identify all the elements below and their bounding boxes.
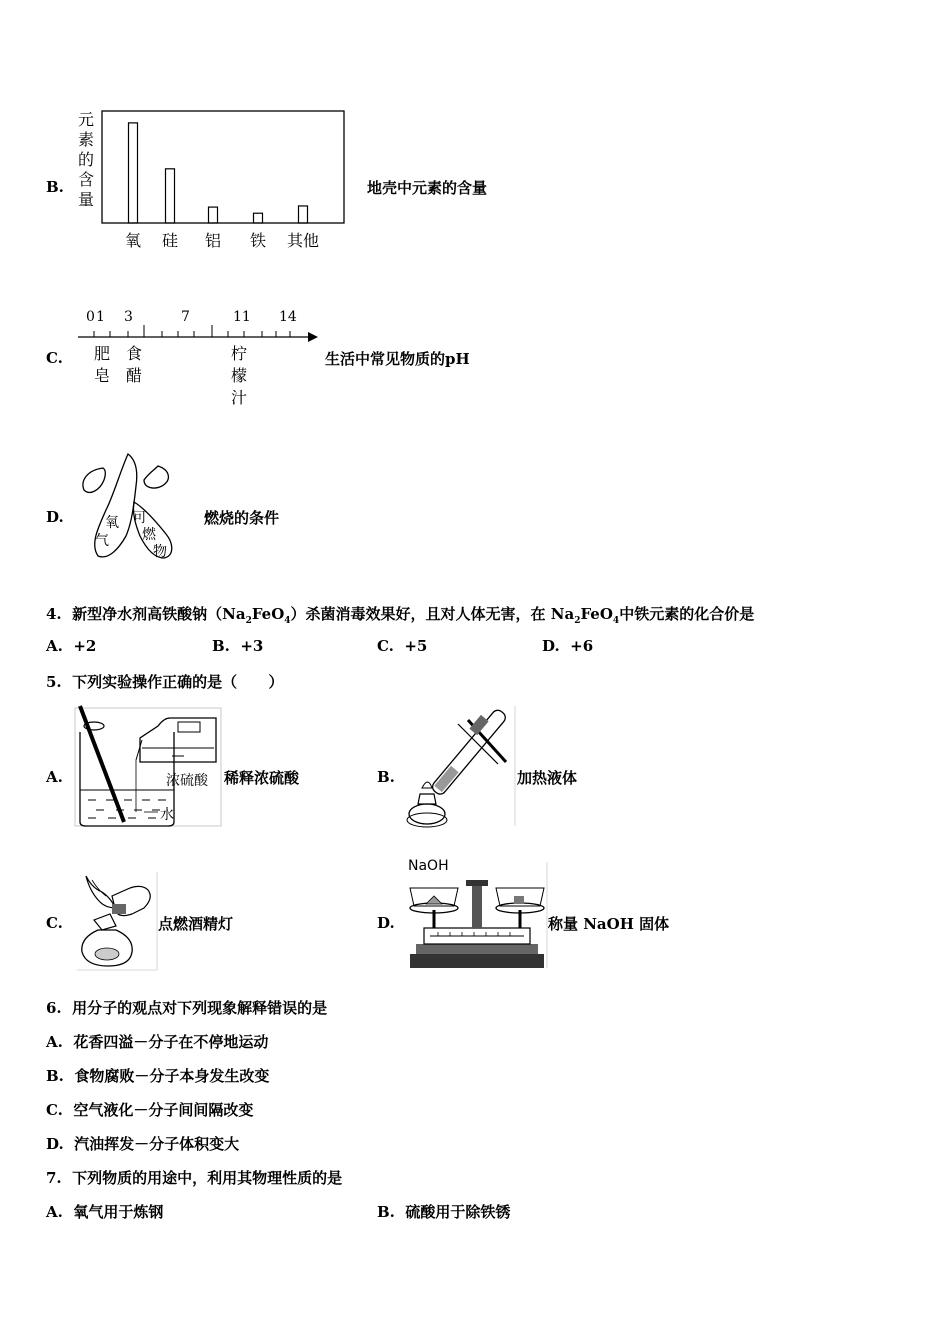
q4-option-c-letter: C. — [377, 637, 394, 655]
fire-label-oxygen-2: 气 — [95, 533, 109, 549]
chart-category-label-1: 硅 — [161, 231, 179, 250]
chart-bar-3 — [254, 213, 263, 223]
q6-option-c-letter: C. — [46, 1101, 63, 1119]
q4-sub2: 4 — [284, 616, 291, 626]
q6-option-d — [46, 1133, 239, 1154]
q4-stem-part4: FeO — [580, 605, 613, 623]
q6-option-c — [46, 1099, 253, 1120]
q7-option-b-text: 硫酸用于除铁锈 — [405, 1203, 511, 1221]
ph-tick-1: 1 — [96, 309, 105, 325]
chart-category-label-2: 铝 — [204, 231, 222, 250]
q4-sub4: 4 — [612, 616, 620, 626]
ph-item-lemon-line2: 檬 — [230, 366, 247, 385]
q3-optC-caption: 生活中常见物质的pH — [325, 350, 470, 368]
ph-tick-7: 7 — [181, 309, 190, 325]
q6-option-c-text: 空气液化－分子间间隔改变 — [73, 1101, 254, 1119]
q3-optC-letter: C. — [46, 349, 63, 367]
q6-option-b — [46, 1065, 269, 1086]
ph-item-soap — [92, 343, 112, 387]
ph-tick-11: 11 — [233, 309, 251, 325]
fire-label-fuel-1: 可 — [133, 510, 147, 526]
q6-option-a-letter: A. — [46, 1033, 63, 1051]
q4-option-d — [542, 637, 593, 655]
ph-item-vinegar-line1: 食 — [125, 344, 142, 363]
heating-liquid-illustration — [402, 702, 518, 830]
q6-option-b-text: 食物腐败－分子本身发生改变 — [74, 1067, 270, 1085]
q4-option-a — [46, 637, 96, 655]
ph-item-vinegar — [124, 343, 144, 387]
chart-bar-0 — [129, 123, 138, 223]
q4-sub3: 2 — [574, 616, 581, 626]
ph-item-lemon — [229, 343, 249, 409]
q6-option-a-text: 花香四溢－分子在不停地运动 — [73, 1033, 269, 1051]
ph-minor-ticks — [94, 325, 290, 337]
q5-optB-caption: 加热液体 — [517, 769, 578, 787]
ph-scale — [76, 305, 321, 345]
q7-option-a-text: 氧气用于炼钢 — [73, 1203, 164, 1221]
q5-optA-letter: A. — [46, 768, 63, 786]
q6-option-b-letter: B. — [46, 1067, 64, 1085]
chart-category-label-3: 铁 — [249, 231, 267, 250]
chart-category-label-4: 其他 — [286, 231, 320, 250]
q4-option-d-text: +6 — [570, 637, 594, 655]
crust-element-chart — [100, 108, 350, 253]
fire-label-fuel-2: 燃 — [142, 527, 156, 543]
q6-option-d-text: 汽油挥发－分子体积变大 — [74, 1135, 240, 1153]
dilute-acid-label-acid: 浓硫酸 — [166, 773, 208, 789]
ph-tick-0: 0 — [86, 309, 95, 325]
dilute-acid-illustration — [72, 704, 224, 830]
q5-optD-letter: D. — [377, 914, 395, 932]
q4-stem-part2: FeO — [251, 605, 285, 623]
q6-stem: 6. 用分子的观点对下列现象解释错误的是 — [46, 999, 328, 1017]
q5-optD-caption: 称量 NaOH 固体 — [548, 915, 670, 933]
q4-option-c-text: +5 — [404, 637, 428, 655]
q4-option-b — [212, 637, 263, 655]
ph-item-soap-line2: 皂 — [93, 366, 110, 385]
q4-stem — [46, 603, 754, 626]
q3-optB-letter: B. — [46, 178, 64, 196]
q4-number: 4. — [46, 605, 62, 623]
chart-bar-4 — [299, 206, 308, 223]
q4-option-a-letter: A. — [46, 637, 63, 655]
q5-optA-caption: 稀释浓硫酸 — [224, 769, 300, 787]
chart-category-label-0: 氧 — [124, 231, 142, 250]
q7-option-b-letter: B. — [377, 1203, 395, 1221]
q4-sub1: 2 — [245, 616, 252, 626]
q5-optC-caption: 点燃酒精灯 — [158, 915, 234, 933]
q7-stem: 7. 下列物质的用途中，利用其物理性质的是 — [46, 1169, 343, 1187]
balance-illustration — [404, 858, 550, 972]
q4-stem-part5: 中铁元素的化合价是 — [619, 605, 755, 623]
ph-item-soap-line1: 肥 — [93, 344, 110, 363]
q5-optB-letter: B. — [377, 768, 395, 786]
q6-option-d-letter: D. — [46, 1135, 64, 1153]
fire-label-oxygen-1: 氧 — [105, 515, 119, 531]
q4-option-d-letter: D. — [542, 637, 560, 655]
q3-optD-caption: 燃烧的条件 — [204, 509, 280, 527]
balance-label-naoh: NaOH — [408, 858, 449, 874]
chart-ylabel: 元素的含量 — [77, 110, 94, 209]
fire-label-fuel-3: 物 — [153, 544, 167, 560]
q7-option-a — [46, 1201, 163, 1222]
q4-stem-part1: 新型净水剂高铁酸钠（Na — [72, 605, 246, 623]
fire-label-fuel — [133, 510, 167, 561]
ph-tick-14: 14 — [279, 309, 297, 325]
q4-option-b-text: +3 — [240, 637, 264, 655]
chart-bar-1 — [166, 169, 175, 223]
ph-axis-arrow — [308, 332, 318, 342]
fire-label-oxygen — [95, 514, 119, 550]
q5-optC-letter: C. — [46, 914, 63, 932]
dilute-acid-label-water: 水 — [160, 807, 174, 823]
alcohol-lamp-illustration — [72, 868, 160, 972]
ph-item-lemon-line1: 柠 — [230, 344, 247, 363]
q4-option-a-text: +2 — [73, 637, 97, 655]
chart-bar-2 — [209, 207, 218, 223]
q7-option-b — [377, 1201, 510, 1222]
ph-tick-3: 3 — [124, 309, 133, 325]
q3-optD-letter: D. — [46, 508, 64, 526]
ph-item-vinegar-line2: 醋 — [125, 366, 142, 385]
q7-option-a-letter: A. — [46, 1203, 63, 1221]
q4-stem-part3: ）杀菌消毒效果好，且对人体无害，在 Na — [290, 605, 575, 623]
q3-optB-caption: 地壳中元素的含量 — [367, 179, 488, 197]
q4-option-b-letter: B. — [212, 637, 230, 655]
q6-option-a — [46, 1031, 268, 1052]
ph-item-lemon-line3: 汁 — [230, 388, 247, 407]
q5-stem: 5. 下列实验操作正确的是（ ） — [46, 673, 284, 691]
q4-option-c — [377, 637, 427, 655]
